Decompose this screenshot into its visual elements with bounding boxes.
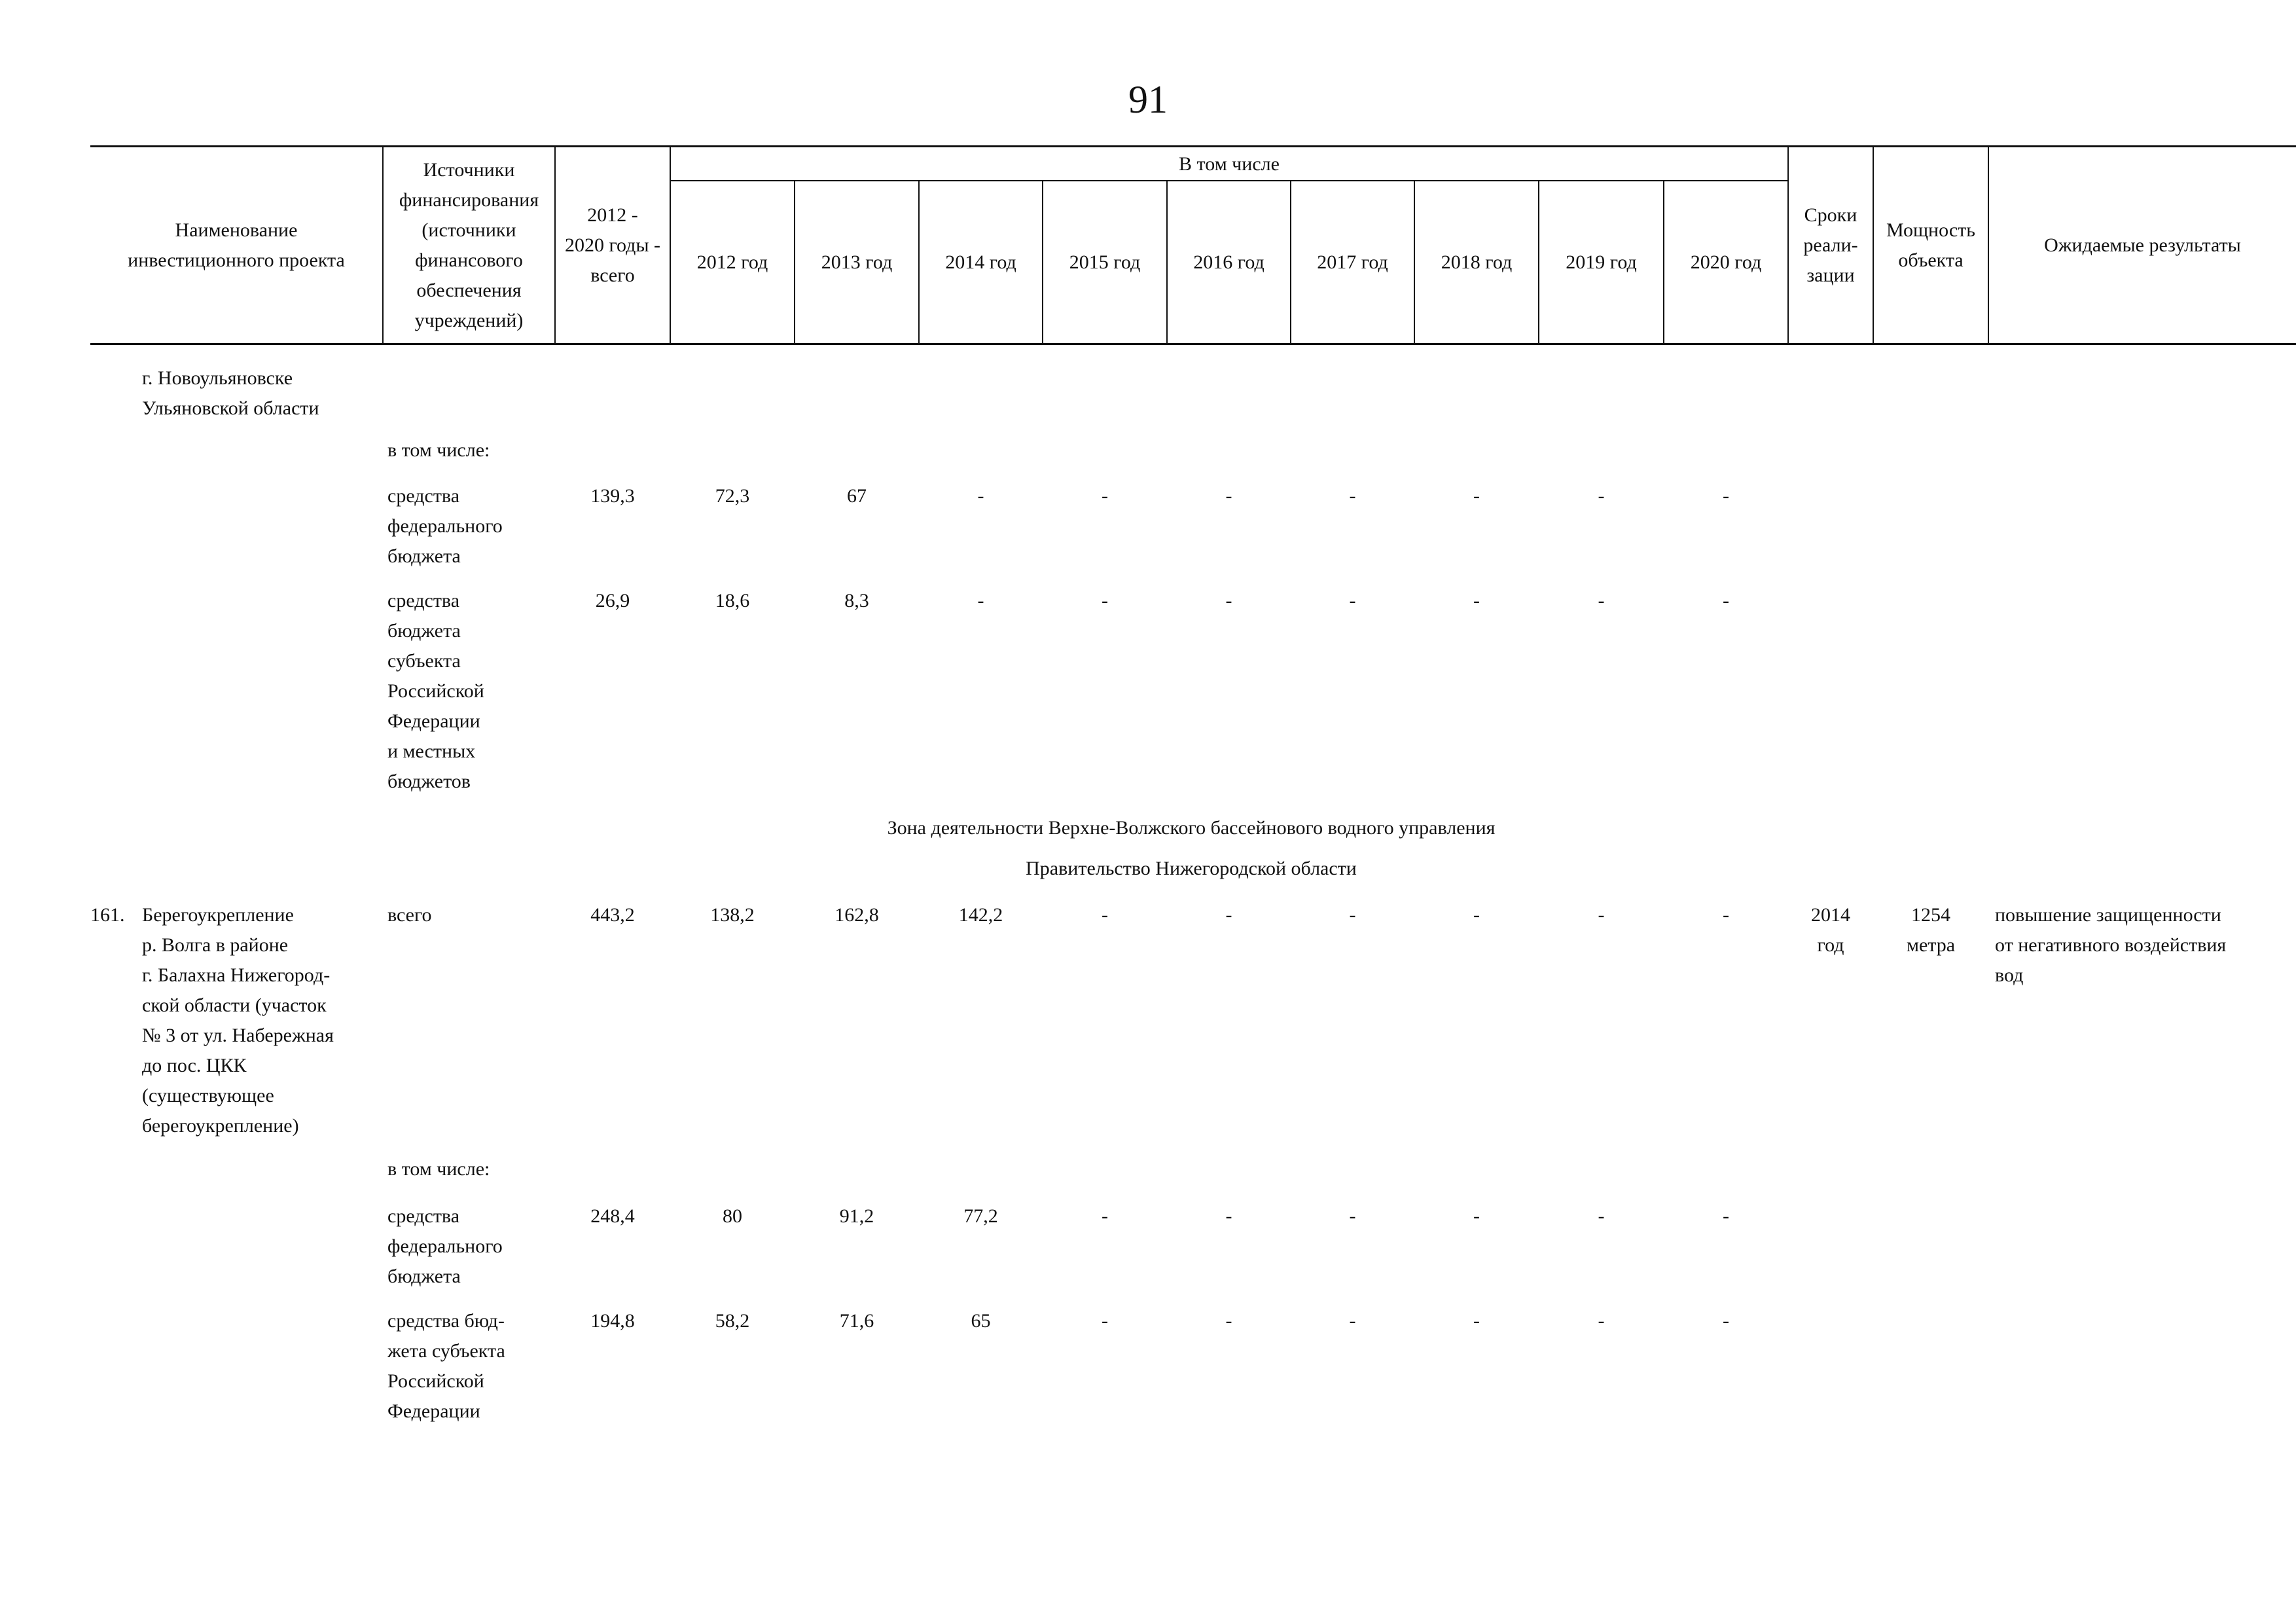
year-value: - [1225, 1310, 1232, 1332]
project-number: 161. [90, 904, 125, 926]
year-value: - [1473, 590, 1480, 611]
year-value: - [1473, 485, 1480, 507]
year-value: - [1349, 1205, 1356, 1227]
year-value: 77,2 [963, 1205, 998, 1227]
header-year: 2012 год [696, 251, 768, 273]
year-value: - [1598, 1310, 1605, 1332]
header-year: 2020 год [1690, 251, 1762, 273]
year-value: - [1349, 590, 1356, 611]
total-value: 194,8 [590, 1310, 635, 1332]
year-value: 65 [971, 1310, 991, 1332]
year-value: - [1473, 1205, 1480, 1227]
header-year: 2017 год [1317, 251, 1388, 273]
section-government: Правительство Нижегородской области [1026, 858, 1357, 879]
funding-source: средства бюд- жета субъекта Российской Федерации [387, 1310, 505, 1422]
year-value: - [1102, 904, 1108, 926]
year-value: - [1598, 904, 1605, 926]
header-year: 2014 год [945, 251, 1016, 273]
table-top-rule [90, 145, 2296, 147]
project-expected-results: повышение защищенности от негативного воздействия вод [1995, 904, 2227, 986]
header-year: 2019 год [1566, 251, 1637, 273]
total-value: 139,3 [590, 485, 635, 507]
year-value: - [1102, 485, 1108, 507]
header-funding-sources: Источники финансирования (источники финансового обеспечения учреждений) [399, 159, 539, 331]
year-value: - [1723, 1310, 1729, 1332]
year-value: 138,2 [710, 904, 755, 926]
year-value: - [1225, 485, 1232, 507]
year-value: - [1598, 590, 1605, 611]
year-value: 91,2 [839, 1205, 874, 1227]
header-expected-results: Ожидаемые результаты [2044, 234, 2241, 256]
header-year: 2015 год [1069, 251, 1141, 273]
including-rule [670, 180, 1789, 181]
project-terms: 2014 год [1811, 904, 1850, 956]
year-value: - [1225, 904, 1232, 926]
total-value: 26,9 [595, 590, 630, 611]
funding-source: средства федерального бюджета [387, 485, 503, 567]
year-value: - [1598, 1205, 1605, 1227]
year-value: - [1723, 590, 1729, 611]
year-value: - [1102, 1205, 1108, 1227]
total-value: 443,2 [590, 904, 635, 926]
header-year: 2016 год [1193, 251, 1265, 273]
year-value: - [1598, 485, 1605, 507]
year-value: - [1349, 1310, 1356, 1332]
including-label: в том числе: [387, 1158, 490, 1180]
year-value: - [977, 485, 984, 507]
year-value: 162,8 [834, 904, 879, 926]
year-value: 71,6 [839, 1310, 874, 1332]
year-value: - [1102, 590, 1108, 611]
year-value: - [1723, 485, 1729, 507]
year-value: - [1225, 590, 1232, 611]
year-value: - [1473, 904, 1480, 926]
funding-source: всего [387, 904, 432, 926]
year-value: 67 [847, 485, 867, 507]
header-year: 2018 год [1441, 251, 1513, 273]
year-value: 18,6 [715, 590, 750, 611]
funding-source: средства бюджета субъекта Российской Федерации и местных бюджетов [387, 590, 484, 792]
year-value: - [1473, 1310, 1480, 1332]
year-value: 142,2 [958, 904, 1003, 926]
year-value: - [977, 590, 984, 611]
section-basin-zone: Зона деятельности Верхне-Волжского бассейнового водного управления [887, 817, 1496, 839]
header-bottom-rule [90, 343, 2296, 345]
year-value: - [1723, 1205, 1729, 1227]
project-name-continuation: г. Новоульяновске Ульяновской области [142, 367, 319, 419]
header-capacity: Мощность объекта [1886, 219, 1975, 271]
header-terms: Сроки реали- зации [1803, 204, 1858, 286]
including-label: в том числе: [387, 439, 490, 461]
year-value: 58,2 [715, 1310, 750, 1332]
page-number: 91 [1128, 78, 1168, 121]
header-project-name: Наименование инвестиционного проекта [128, 219, 345, 271]
header-year: 2013 год [821, 251, 893, 273]
year-value: - [1102, 1310, 1108, 1332]
year-value: - [1349, 485, 1356, 507]
year-value: - [1225, 1205, 1232, 1227]
total-value: 248,4 [590, 1205, 635, 1227]
project-capacity: 1254 метра [1906, 904, 1956, 956]
header-total: 2012 - 2020 годы - всего [564, 204, 661, 286]
header-including: В том числе [1179, 153, 1280, 175]
year-value: - [1349, 904, 1356, 926]
year-value: - [1723, 904, 1729, 926]
funding-source: средства федерального бюджета [387, 1205, 503, 1287]
year-value: 8,3 [844, 590, 869, 611]
year-value: 72,3 [715, 485, 750, 507]
project-name: Берегоукрепление р. Волга в районе г. Балахна Нижегород- ской области (участок № 3 от ул. Набережная до пос. ЦКК (существующее берегоукрепление) [142, 904, 334, 1137]
year-value: 80 [723, 1205, 742, 1227]
